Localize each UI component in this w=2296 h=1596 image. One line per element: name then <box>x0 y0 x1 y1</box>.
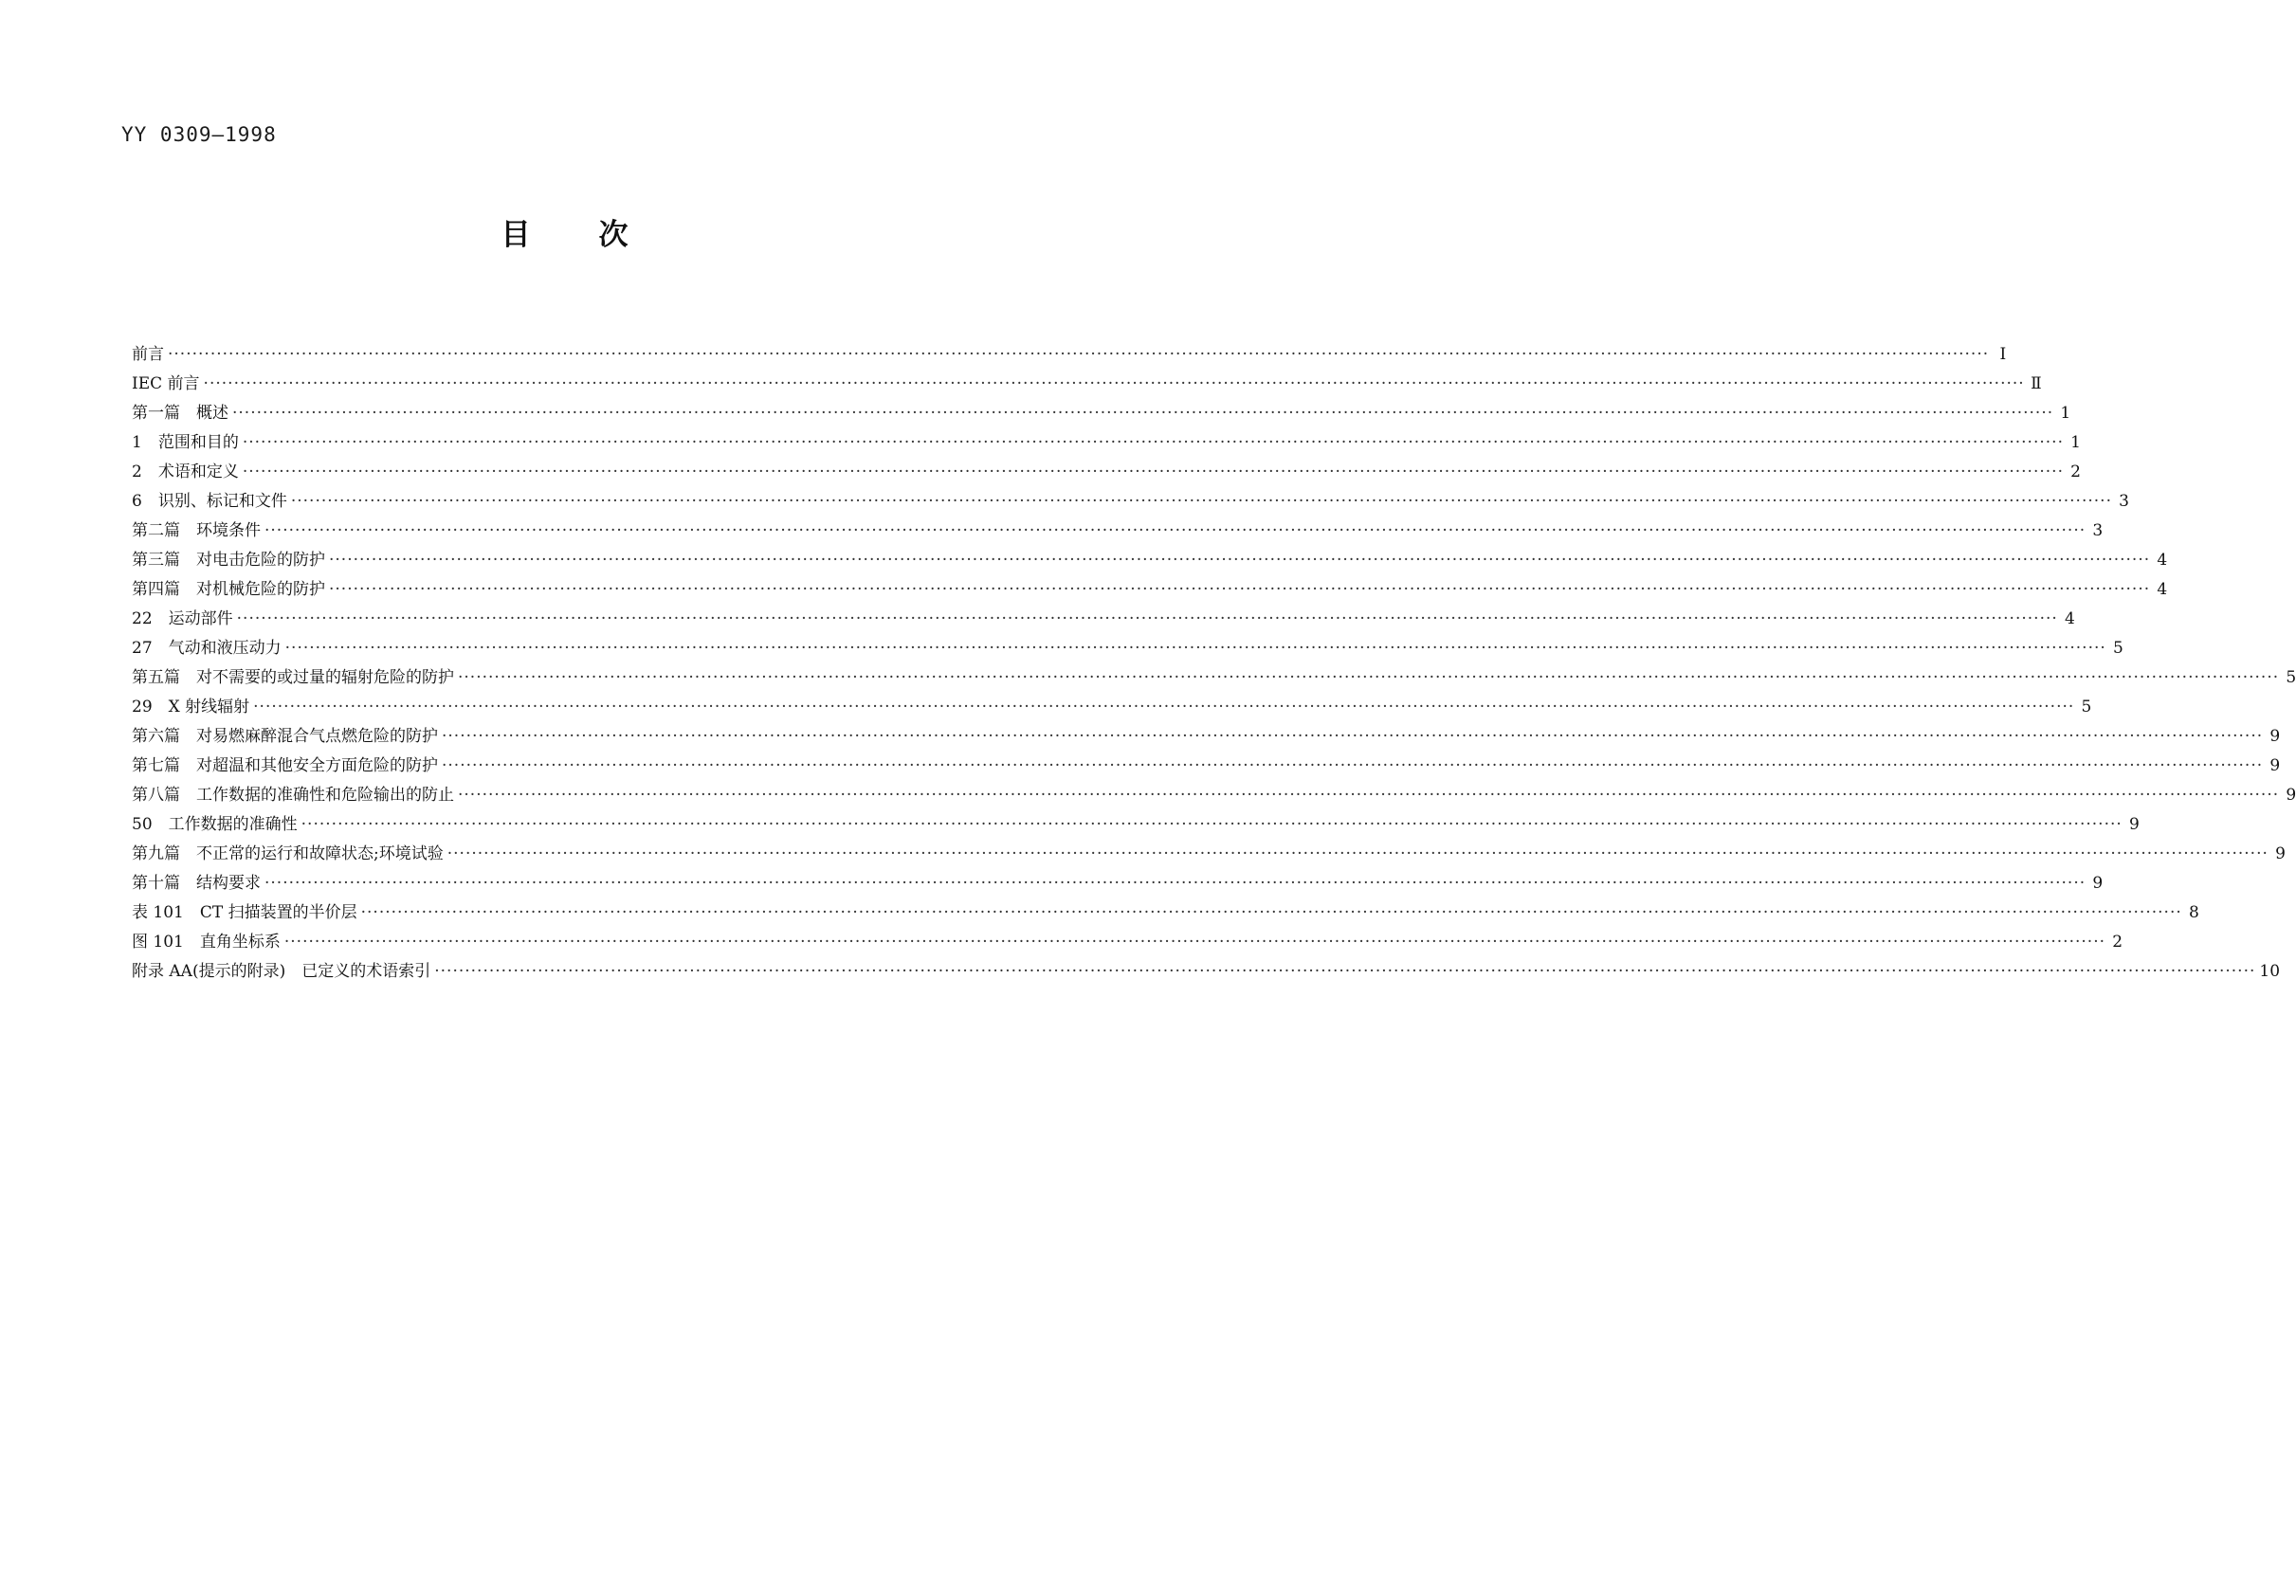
toc-entry[interactable] <box>132 335 2007 364</box>
toc-entry-label: 2 术语和定义 <box>132 462 239 481</box>
toc-leader-dots: ············································································································································································································································································································ <box>434 962 2256 981</box>
toc-entry-label: 1 范围和目的 <box>132 433 239 452</box>
toc-entry[interactable] <box>132 775 2296 805</box>
toc-entry-page-number: 9 <box>2092 874 2104 893</box>
toc-entry[interactable] <box>132 364 2042 393</box>
toc-entry-page-number: 9 <box>2128 815 2140 834</box>
toc-entry-label: 附录 AA(提示的附录) 已定义的术语索引 <box>132 962 431 981</box>
toc-leader-dots: ············································································································································································································································································································ <box>458 668 2280 687</box>
toc-entry[interactable] <box>132 922 2123 952</box>
toc-entry-label: 22 运动部件 <box>132 609 233 628</box>
toc-entry-label: 前言 <box>132 345 164 364</box>
document-code: YY 0309—1998 <box>121 123 277 146</box>
toc-entry-page-number: 2 <box>2112 933 2123 952</box>
toc-entry-page-number: 9 <box>2269 756 2281 775</box>
toc-entry[interactable] <box>132 746 2281 775</box>
toc-entry[interactable] <box>132 805 2140 834</box>
toc-leader-dots: ············································································································································································································································································································ <box>442 727 2264 746</box>
toc-entry-page-number: 5 <box>2081 698 2092 716</box>
toc-entry-page-number: 2 <box>2070 462 2081 481</box>
toc-entry[interactable] <box>132 511 2104 540</box>
toc-leader-dots: ············································································································································································································································································································ <box>284 639 2106 658</box>
toc-entry-label: 6 识别、标记和文件 <box>132 492 287 511</box>
toc-entry-page-number: 5 <box>2286 668 2296 687</box>
toc-entry[interactable] <box>132 893 2199 922</box>
toc-entry-page-number: 9 <box>2275 844 2286 863</box>
toc-entry[interactable] <box>132 393 2071 423</box>
toc-entry[interactable] <box>132 952 2281 981</box>
toc-entry-page-number: 5 <box>2112 639 2123 658</box>
toc-leader-dots: ············································································································································································································································································································ <box>264 521 2086 540</box>
toc-entry-page-number: 4 <box>2157 580 2168 599</box>
toc-entry-label: 第六篇 对易燃麻醉混合气点燃危险的防护 <box>132 727 438 746</box>
toc-entry-label: 第三篇 对电击危险的防护 <box>132 551 325 570</box>
toc-entry[interactable] <box>132 452 2081 481</box>
toc-entry-page-number: 4 <box>2157 551 2168 570</box>
toc-entry-page-number: 1 <box>2070 433 2081 452</box>
toc-leader-dots: ············································································································································································································································································································ <box>242 462 2064 481</box>
toc-leader-dots: ············································································································································································································································································································ <box>253 698 2075 716</box>
toc-entry-page-number: 1 <box>2060 404 2071 423</box>
toc-entry-page-number: Ⅱ <box>2031 374 2042 393</box>
toc-entry-label: 表 101 CT 扫描装置的半价层 <box>132 903 357 922</box>
toc-entry[interactable] <box>132 570 2168 599</box>
toc-entry-page-number: 3 <box>2092 521 2104 540</box>
toc-entry-label: 第十篇 结构要求 <box>132 874 261 893</box>
toc-entry-label: 50 工作数据的准确性 <box>132 815 298 834</box>
toc-entry[interactable] <box>132 687 2092 716</box>
toc-leader-dots: ············································································································································································································································································································ <box>168 345 1990 364</box>
toc-entry[interactable] <box>132 716 2281 746</box>
toc-leader-dots: ············································································································································································································································································································ <box>360 903 2182 922</box>
toc-entry-page-number: 9 <box>2286 786 2296 805</box>
page-title: 目次 <box>501 218 697 252</box>
toc-leader-dots: ············································································································································································································································································································ <box>458 786 2280 805</box>
toc-leader-dots: ············································································································································································································································································································ <box>283 933 2106 952</box>
toc-leader-dots: ············································································································································································································································································································ <box>329 551 2151 570</box>
toc-entry[interactable] <box>132 658 2296 687</box>
toc-entry-label: 27 气动和液压动力 <box>132 639 282 658</box>
toc-entry-page-number: 4 <box>2064 609 2075 628</box>
toc-leader-dots: ············································································································································································································································································································ <box>329 580 2151 599</box>
toc-entry-page-number: 3 <box>2119 492 2129 511</box>
toc-leader-dots: ············································································································································································································································································································ <box>203 374 2025 393</box>
toc-entry[interactable] <box>132 863 2104 893</box>
toc-entry-label: 第五篇 对不需要的或过量的辐射危险的防护 <box>132 668 454 687</box>
toc-leader-dots: ············································································································································································································································································································ <box>242 433 2064 452</box>
toc-entry[interactable] <box>132 481 2129 511</box>
toc-entry[interactable] <box>132 540 2168 570</box>
toc-leader-dots: ············································································································································································································································································································ <box>290 492 2112 511</box>
toc-entry-label: 第四篇 对机械危险的防护 <box>132 580 325 599</box>
toc-leader-dots: ············································································································································································································································································································ <box>236 609 2058 628</box>
toc-entry-page-number: 10 <box>2259 962 2281 981</box>
toc-entry-label: 第八篇 工作数据的准确性和危险输出的防止 <box>132 786 454 805</box>
toc-entry-label: 第二篇 环境条件 <box>132 521 261 540</box>
toc-entry-label: IEC 前言 <box>132 374 200 393</box>
toc-leader-dots: ············································································································································································································································································································ <box>446 844 2269 863</box>
toc-entry-label: 29 X 射线辐射 <box>132 698 250 716</box>
toc-entry-label: 第七篇 对超温和其他安全方面危险的防护 <box>132 756 438 775</box>
toc-leader-dots: ············································································································································································································································································································ <box>442 756 2264 775</box>
toc-leader-dots: ············································································································································································································································································································ <box>301 815 2123 834</box>
toc-entry-page-number: 8 <box>2188 903 2199 922</box>
toc-entry-label: 图 101 直角坐标系 <box>132 933 281 952</box>
toc-leader-dots: ············································································································································································································································································································ <box>232 404 2054 423</box>
toc-entry-label: 第九篇 不正常的运行和故障状态;环境试验 <box>132 844 444 863</box>
toc-entry[interactable] <box>132 423 2081 452</box>
toc-entry-label: 第一篇 概述 <box>132 404 228 423</box>
toc-leader-dots: ············································································································································································································································································································ <box>264 874 2086 893</box>
toc-entry-page-number: 9 <box>2269 727 2281 746</box>
toc-entry[interactable] <box>132 599 2075 628</box>
toc-entry[interactable] <box>132 628 2123 658</box>
toc-entry[interactable] <box>132 834 2286 863</box>
toc-entry-page-number: I <box>1999 345 2007 364</box>
table-of-contents <box>132 335 2296 981</box>
